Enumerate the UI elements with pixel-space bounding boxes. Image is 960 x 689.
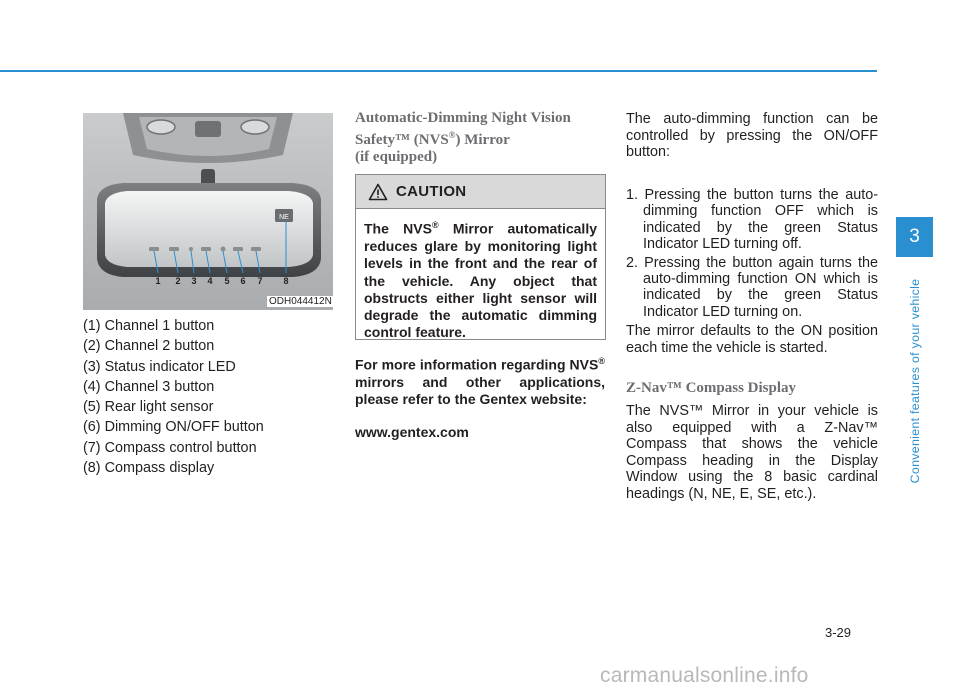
nvs-mirror-heading: [355, 110, 605, 166]
legend-item: (7) Compass control button: [83, 439, 257, 456]
legend-item: (4) Channel 3 button: [83, 378, 215, 395]
heading-line-2: [355, 127, 605, 149]
mirror-illustration: [83, 113, 333, 310]
callout-7: 7: [257, 276, 263, 286]
legend-item: (6) Dimming ON/OFF button: [83, 419, 264, 436]
section-title-vertical: [896, 265, 933, 497]
callout-1: 1: [155, 276, 161, 286]
registered-mark: ®: [431, 220, 439, 230]
step-item: 2. Pressing the button again turns the auto-dimming function ON which is indicated by the green Status Indicator LED turning on.: [626, 254, 878, 320]
callout-4: 4: [207, 276, 213, 286]
steps-list: [626, 187, 878, 322]
caution-text-start: The NVS: [364, 220, 432, 237]
mirror-glass: [105, 191, 313, 267]
legend-item: (2) Channel 2 button: [83, 338, 215, 355]
gentex-info: [355, 353, 605, 408]
callout-8: 8: [283, 276, 289, 286]
compass-text: The NVS™ Mirror in your vehicle is also equipped with a Z-Nav™ Compass that shows the vehicle Compass heading in the Display Window using the 8 basic cardinal headings (N, NE, E, SE, etc.).: [626, 403, 878, 502]
heading-line-2-text: Safety™ (NVS: [355, 132, 449, 148]
registered-mark: ®: [448, 130, 456, 140]
heading-line-2-end: ) Mirror: [455, 132, 510, 148]
heading-line-3: (if equipped): [355, 149, 438, 165]
compass-heading: Z-Nav™ Compass Display: [626, 380, 797, 396]
callout-5: 5: [224, 276, 230, 286]
intro-text: The auto-dimming function can be controlled by pressing the ON/OFF button:: [626, 111, 878, 160]
section-title: Convenient features of your vehicle: [907, 278, 922, 484]
figure-legend: [83, 316, 264, 478]
compass-paragraph: [626, 403, 878, 502]
callout-3: 3: [191, 276, 197, 286]
legend-item: (8) Compass display: [83, 460, 215, 477]
legend-item: (5) Rear light sensor: [83, 399, 214, 416]
legend-item: (3) Status indicator LED: [83, 358, 236, 375]
callout-2: 2: [175, 276, 181, 286]
caution-text: [356, 209, 605, 342]
info-text-start: For more information regarding NVS: [355, 356, 599, 373]
caution-text-rest: Mirror automatically reduces glare by monitoring light levels in the front and the rear of the vehicle. Any object that obstructs either light sensor will degrade the automatic dimming control feature.: [364, 220, 597, 341]
step-item: 1. Pressing the button turns the auto-dimming function OFF which is indicated by the green Status Indicator LED turning off.: [626, 187, 878, 253]
caution-header: [356, 175, 605, 209]
svg-text:NE: NE: [279, 214, 289, 221]
callout-6: 6: [240, 276, 246, 286]
gentex-url: www.gentex.com: [355, 424, 469, 440]
header-rule: [0, 70, 877, 72]
watermark: carmanualsonline.info: [600, 664, 809, 687]
default-paragraph: [626, 323, 878, 356]
intro-paragraph: [626, 111, 878, 161]
legend-item: (1) Channel 1 button: [83, 318, 215, 334]
info-text-rest: mirrors and other applications, please refer to the Gentex website:: [355, 373, 605, 407]
caution-box: [355, 174, 606, 340]
figure-code: ODH044412N: [269, 296, 332, 307]
mirror-drawing: [83, 113, 333, 310]
heading-line-1: Automatic-Dimming Night Vision: [355, 110, 571, 126]
page-number: 3-29: [825, 625, 852, 640]
caution-title: CAUTION: [396, 183, 467, 200]
registered-mark: ®: [598, 356, 605, 366]
warning-triangle-icon: [368, 183, 388, 201]
section-tab: 3: [896, 217, 933, 257]
default-note-text: The mirror defaults to the ON position each time the vehicle is started.: [626, 323, 878, 356]
